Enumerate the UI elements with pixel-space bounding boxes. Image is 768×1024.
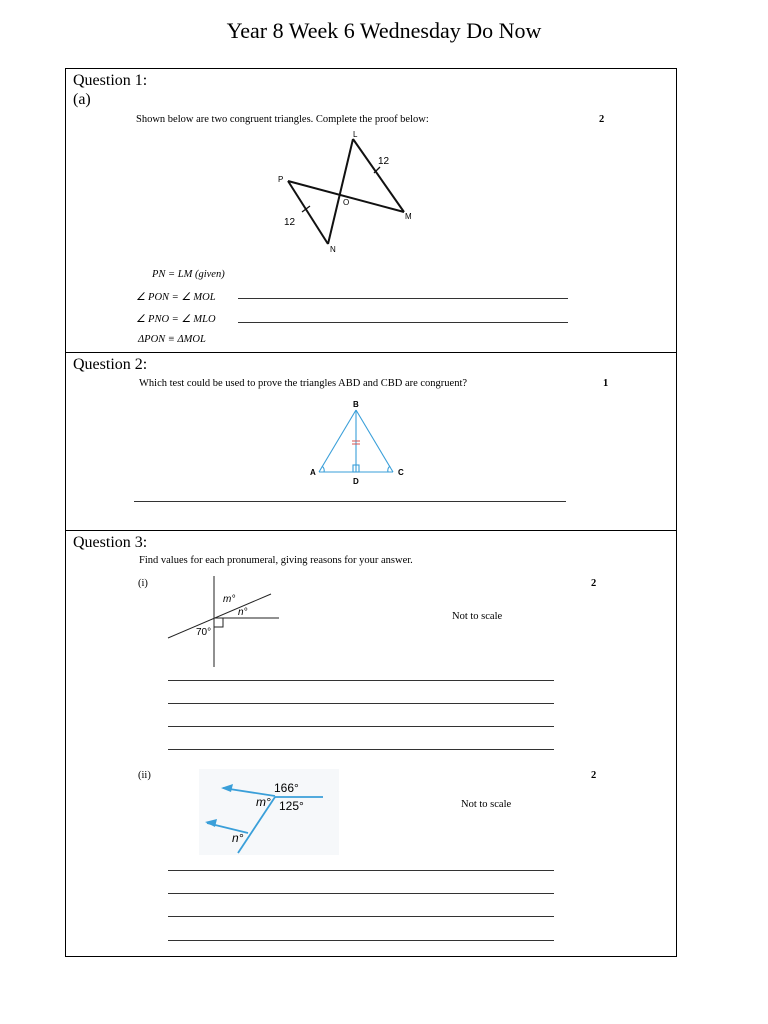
part-ii-label: (ii) <box>138 770 151 781</box>
question-2-label: Question 2: <box>73 356 148 373</box>
question-2-prompt: Which test could be used to prove the triangles ABD and CBD are congruent? <box>139 378 468 389</box>
part-ii-answer-line-1[interactable] <box>168 870 554 871</box>
point-p-label: P <box>278 175 284 184</box>
isosceles-triangle-diagram <box>66 353 676 513</box>
proof-line-1: PN = LM (given) <box>152 269 225 280</box>
part-ii-marks: 2 <box>591 770 597 781</box>
point-c-label: C <box>398 468 404 477</box>
point-o-label: O <box>343 198 350 207</box>
angle-70-label: 70° <box>196 627 212 638</box>
point-d-label: D <box>353 477 359 486</box>
point-b-label: B <box>353 400 359 409</box>
page-title: Year 8 Week 6 Wednesday Do Now <box>226 18 542 43</box>
questions-table <box>65 68 677 957</box>
question-3-label: Question 3: <box>73 534 148 551</box>
angle-m-label: m° <box>223 594 236 605</box>
question-1-row <box>66 69 676 353</box>
question-1-label: Question 1: <box>73 72 148 89</box>
proof-line-4: ΔPON ≡ ΔMOL <box>138 334 206 345</box>
angle-m-ii-label: m° <box>256 795 271 809</box>
proof-line-2: ∠ PON = ∠ MOL <box>136 292 216 303</box>
question-2-row <box>66 353 676 531</box>
angle-125-label: 125° <box>279 799 304 813</box>
proof-line-3: ∠ PNO = ∠ MLO <box>136 314 216 325</box>
question-2-marks: 1 <box>603 378 609 389</box>
question-1-prompt: Shown below are two congruent triangles. Complete the proof below: <box>136 114 429 125</box>
part-ii-answer-line-2[interactable] <box>168 893 554 894</box>
angle-n-ii-label: n° <box>232 831 244 845</box>
part-i-marks: 2 <box>591 578 597 589</box>
angle-166-label: 166° <box>274 781 299 795</box>
point-m-label: M <box>405 212 412 221</box>
question-2-answer-line[interactable] <box>134 501 566 502</box>
proof-answer-line-3[interactable] <box>238 322 568 323</box>
point-a-label: A <box>310 468 316 477</box>
part-ii-parallel-lines-diagram <box>66 531 676 861</box>
angle-n-label: n° <box>238 607 248 618</box>
part-ii-answer-line-3[interactable] <box>168 916 554 917</box>
congruent-triangles-diagram <box>66 69 676 269</box>
side-lm-length: 12 <box>378 156 390 167</box>
question-1-marks: 2 <box>599 114 605 125</box>
question-3-row <box>66 531 676 956</box>
proof-answer-line-2[interactable] <box>238 298 568 299</box>
side-pn-length: 12 <box>284 217 296 228</box>
question-3-prompt: Find values for each pronumeral, giving reasons for your answer. <box>139 555 413 566</box>
part-i-label: (i) <box>138 578 148 589</box>
point-n-label: N <box>330 245 336 254</box>
part-ii-not-to-scale: Not to scale <box>461 799 512 810</box>
part-ii-answer-line-4[interactable] <box>168 940 554 941</box>
question-1-part-a: (a) <box>73 91 91 108</box>
point-l-label: L <box>353 130 358 139</box>
part-i-not-to-scale: Not to scale <box>452 611 503 622</box>
